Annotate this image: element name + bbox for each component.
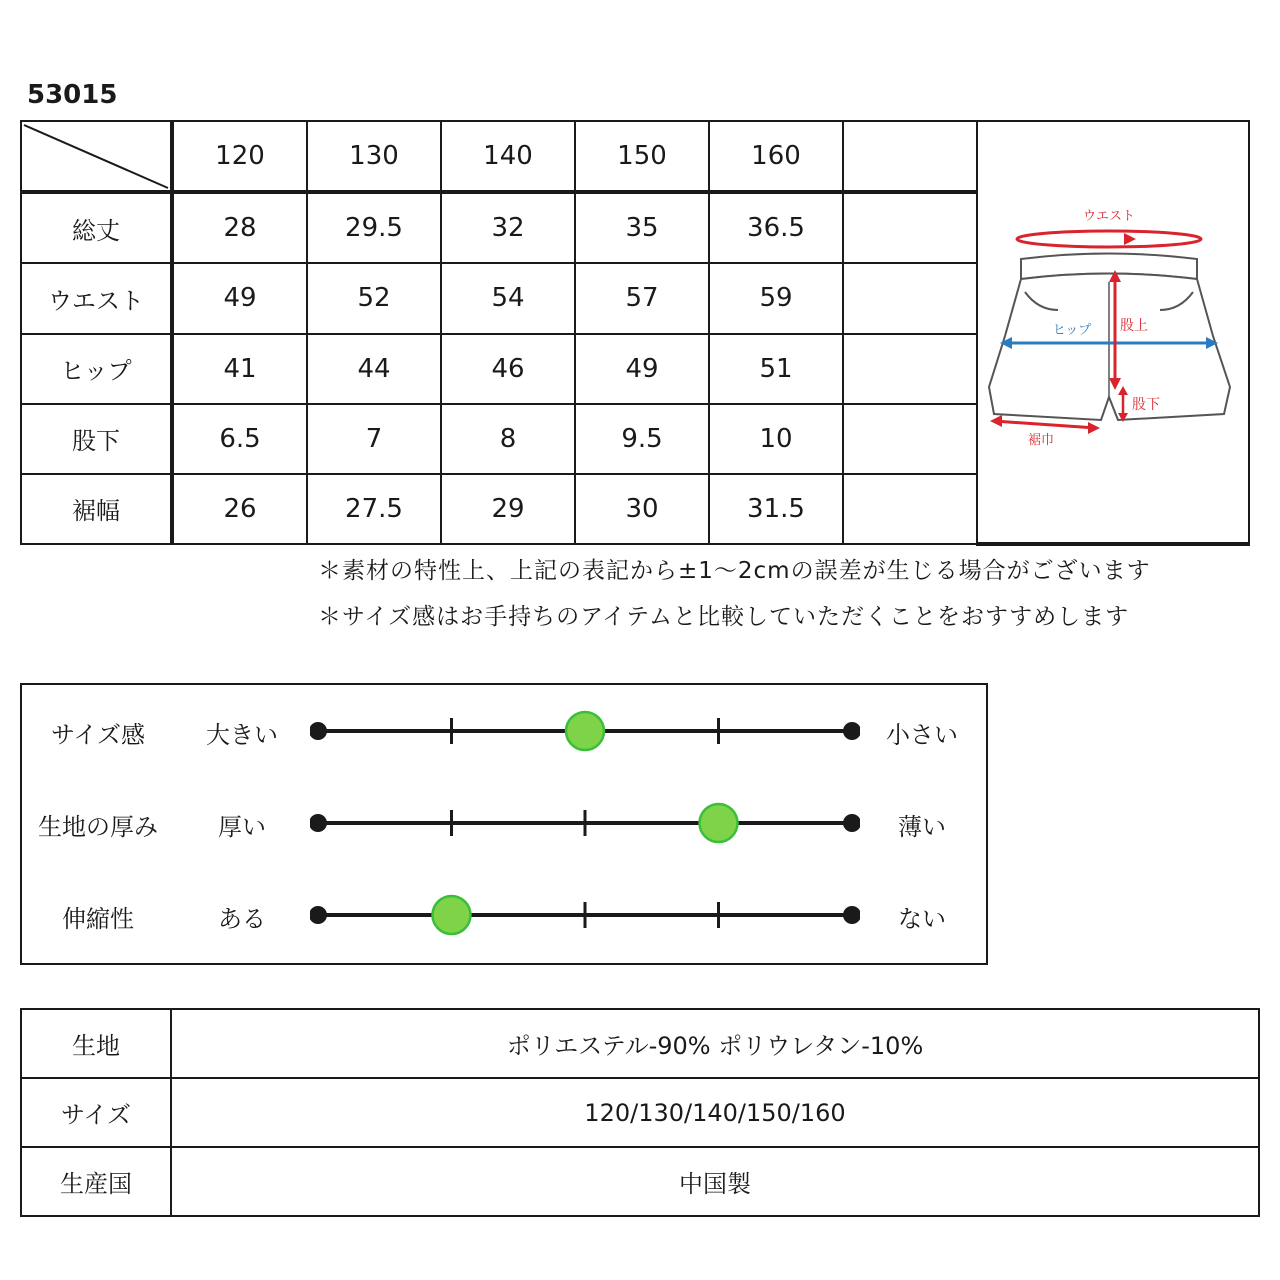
hem-label: 裾巾 [1027,433,1055,448]
cell-value: 29 [441,474,575,544]
corner-cell [21,121,172,192]
info-row [21,1147,1259,1216]
cell-value: 46 [441,334,575,404]
shorts-diagram [978,122,1248,542]
cell-value: 28 [172,192,307,263]
inseam-label: 股下 [1132,397,1160,413]
info-table [20,1008,1260,1217]
diagonal-line [22,123,170,190]
size-header: 130 [307,121,441,192]
cell-value [843,263,977,333]
rating-marker [566,712,604,750]
hem-arrowhead-left-icon [990,415,1002,427]
hip-label: ヒップ [1052,323,1092,338]
info-value: 中国製 [171,1147,1259,1216]
scale-end-dot [843,906,860,924]
shorts-diagram-cell [977,121,1249,544]
info-label: 生産国 [21,1147,171,1216]
cell-value: 54 [441,263,575,333]
rating-scale [310,701,860,761]
rating-box [20,683,988,965]
info-row [21,1009,1259,1078]
rating-right-label: 小さい [886,721,958,749]
cell-value [843,404,977,474]
note-comparison: ＊サイズ感はお手持ちのアイテムと比較していただくことをおすすめします [318,604,1130,630]
rating-marker [700,804,738,842]
hem-arrowhead-right-icon [1088,422,1100,434]
waist-measure-icon [1017,231,1201,247]
cell-value: 6.5 [172,404,307,474]
rating-marker [433,896,471,934]
row-label: ヒップ [21,334,172,404]
cell-value: 32 [441,192,575,263]
cell-value: 7 [307,404,441,474]
cell-value: 31.5 [709,474,843,544]
size-header: 120 [172,121,307,192]
scale-end-dot [310,722,327,740]
cell-value: 10 [709,404,843,474]
size-header [843,121,977,192]
rating-left-label: 厚い [218,813,266,841]
rise-label: 股上 [1120,318,1148,334]
cell-value: 35 [575,192,709,263]
info-value: ポリエステル-90% ポリウレタン-10% [171,1009,1259,1078]
cell-value: 9.5 [575,404,709,474]
hem-measure-icon [994,421,1096,428]
rating-left-label: 大きい [206,721,278,749]
cell-value: 49 [575,334,709,404]
rating-scale [310,793,860,853]
scale-end-dot [310,906,327,924]
cell-value: 51 [709,334,843,404]
scale-end-dot [310,814,327,832]
cell-value [843,192,977,263]
row-label: 股下 [21,404,172,474]
size-header-row [21,121,1249,192]
cell-value: 29.5 [307,192,441,263]
info-label: 生地 [21,1009,171,1078]
waist-arrowhead-icon [1124,233,1136,245]
rating-right-label: 薄い [898,813,946,841]
size-header: 160 [709,121,843,192]
info-label: サイズ [21,1078,171,1147]
scale-end-dot [843,722,860,740]
cell-value [843,334,977,404]
rating-row [22,793,986,853]
row-label: 裾幅 [21,474,172,544]
rating-label: サイズ感 [50,721,146,749]
row-label: ウエスト [21,263,172,333]
cell-value: 27.5 [307,474,441,544]
rating-label: 生地の厚み [38,813,158,841]
cell-value: 8 [441,404,575,474]
cell-value: 49 [172,263,307,333]
product-code: 53015 [27,80,118,110]
info-row [21,1078,1259,1147]
rating-right-label: ない [898,905,946,933]
cell-value [843,474,977,544]
cell-value: 41 [172,334,307,404]
size-header: 140 [441,121,575,192]
cell-value: 26 [172,474,307,544]
cell-value: 59 [709,263,843,333]
rating-row [22,885,986,945]
waist-label: ウエスト [1082,209,1136,224]
note-tolerance: ＊素材の特性上、上記の表記から±1～2cmの誤差が生じる場合がございます [318,558,1151,584]
size-table [20,120,1250,546]
scale-end-dot [843,814,860,832]
cell-value: 52 [307,263,441,333]
cell-value: 57 [575,263,709,333]
rating-row [22,701,986,761]
size-header: 150 [575,121,709,192]
rating-left-label: ある [218,905,266,933]
cell-value: 44 [307,334,441,404]
cell-value: 30 [575,474,709,544]
info-value: 120/130/140/150/160 [171,1078,1259,1147]
row-label: 総丈 [21,192,172,263]
rating-label: 伸縮性 [62,905,134,933]
cell-value: 36.5 [709,192,843,263]
rating-scale [310,885,860,945]
